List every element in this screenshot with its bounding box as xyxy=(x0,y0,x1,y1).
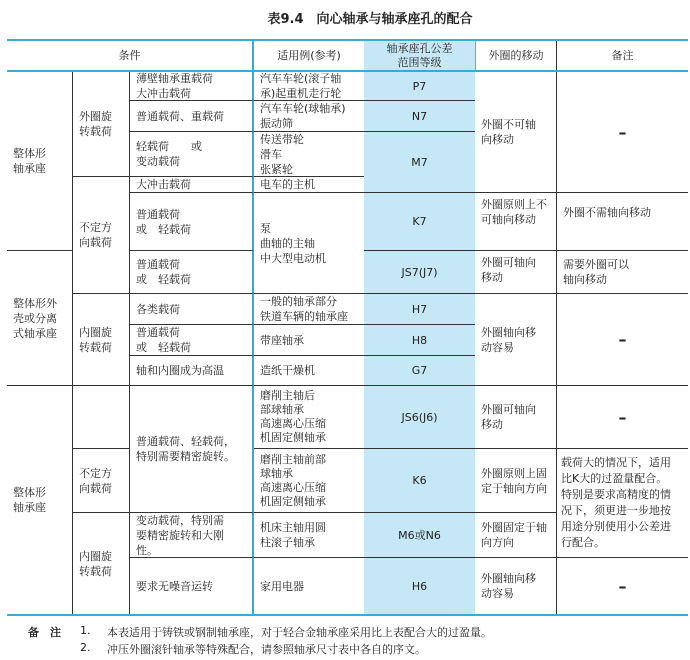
remark-cell: – xyxy=(557,294,688,386)
outer-movement-cell: 外圈可轴向 移动 xyxy=(475,386,557,449)
example-cell: 磨削主轴后 部球轴承 高速离心压缩 机固定侧轴承 xyxy=(254,386,364,449)
remark-cell: – xyxy=(557,386,688,449)
load-condition-cell: 大冲击载荷 xyxy=(130,177,254,193)
outer-movement-cell: 外圈原则上不 可轴向移动 xyxy=(475,193,557,251)
tolerance-cell: H6 xyxy=(411,579,428,593)
load-condition-cell: 轴和内圈成为高温 xyxy=(130,356,254,386)
example-cell: 汽车车轮(球轴承) 振动筛 xyxy=(254,101,364,132)
housing-type-cell: 整体形 轴承座 xyxy=(7,72,73,251)
example-cell: 带座轴承 xyxy=(254,325,364,356)
load-condition-cell: 普通载荷、轻载荷， 特别需要精密旋转。 xyxy=(130,386,254,513)
load-condition-cell: 普通载荷、重载荷 xyxy=(130,101,254,132)
tolerance-cell: P7 xyxy=(364,72,475,101)
note-text: 冲压外圈滚针轴承等特殊配合，请参照轴承尺寸表中各自的序文。 xyxy=(107,643,426,656)
example-cell: 一般的轴承部分 铁道车辆的轴承座 xyxy=(254,294,364,325)
example-cell: 电车的主机 xyxy=(254,177,364,193)
load-type-cell: 内圈旋 转载荷 xyxy=(73,294,130,386)
tolerance-cell: M7 xyxy=(364,132,475,193)
tolerance-cell: G7 xyxy=(364,356,475,386)
tolerance-cell: JS7(J7) xyxy=(364,251,475,294)
load-condition-cell: 薄壁轴承重载荷 大冲击载荷 xyxy=(130,72,254,101)
example-cell: 泵 曲轴的主轴 中大型电动机 xyxy=(254,193,364,294)
outer-movement-cell: 外圈轴向移 动容易 xyxy=(475,558,557,614)
load-type-cell: 不定方 向载荷 xyxy=(73,449,130,513)
load-type-cell-empty xyxy=(73,386,130,449)
example-cell: 家用电器 xyxy=(260,579,304,593)
note-text: 本表适用于铸铁或钢制轴承座，对于轻合金轴承座采用比上表配合大的过盈量。 xyxy=(107,626,492,639)
example-cell: 传送带轮 滑车 张紧轮 xyxy=(254,132,364,177)
example-cell: 机床主轴用圆 柱滚子轴承 xyxy=(254,513,364,558)
example-cell: 造纸干燥机 xyxy=(254,356,364,386)
load-type-cell: 内圈旋 转载荷 xyxy=(73,513,130,614)
tolerance-cell: M6或N6 xyxy=(364,513,475,558)
example-cell: 磨削主轴前部 球轴承 高速离心压缩 机固定侧轴承 xyxy=(254,449,364,513)
table-bottom-rule xyxy=(7,614,688,616)
remark-cell: 载荷大的情况下，适用 比K大的过盈量配合。 特别是要求高精度的情 况下，须更进一步地按 用途分别使用小公差进 行配合。 xyxy=(557,449,688,558)
outer-movement-cell: 外圈轴向移 动容易 xyxy=(475,294,557,386)
outer-movement-cell: 外圈原则上固 定于轴向方向 xyxy=(475,449,557,513)
header-remarks: 备注 xyxy=(611,49,634,62)
load-condition-cell: 要求无噪音运转 xyxy=(130,558,254,614)
load-condition-cell: 各类载荷 xyxy=(130,294,254,325)
note-number: 2. xyxy=(80,641,91,654)
load-type-cell: 不定方 向载荷 xyxy=(73,177,130,294)
load-condition-cell: 普通载荷 或 轻载荷 xyxy=(130,251,254,294)
note-number: 1. xyxy=(80,624,91,637)
remark-cell: 外圈不需轴向移动 xyxy=(557,193,688,251)
header-examples: 适用例(参考) xyxy=(277,49,341,62)
header-conditions: 条件 xyxy=(7,41,254,70)
outer-movement-cell: 外圈固定于轴 向方向 xyxy=(475,513,557,558)
housing-type-cell: 整体形外 壳或分离 式轴承座 xyxy=(7,251,73,386)
load-condition-cell: 变动载荷，特别需 要精密旋转和大刚 性。 xyxy=(130,513,254,558)
load-condition-cell: 轻载荷 或 变动载荷 xyxy=(130,132,254,177)
housing-type-cell: 整体形 轴承座 xyxy=(7,386,73,614)
outer-movement-cell: 外圈不可轴 向移动 xyxy=(475,72,557,193)
remark-cell: – xyxy=(557,72,688,193)
tolerance-cell: K6 xyxy=(364,449,475,513)
load-condition-cell: 普通载荷 或 轻载荷 xyxy=(130,325,254,356)
load-condition-cell: 普通载荷 或 轻载荷 xyxy=(130,193,254,251)
tolerance-cell: K7 xyxy=(364,193,475,251)
tolerance-cell: N7 xyxy=(364,101,475,132)
tolerance-cell: H7 xyxy=(364,294,475,325)
tolerance-cell: H8 xyxy=(364,325,475,356)
remark-cell: 需要外圈可以 轴向移动 xyxy=(557,251,688,294)
header-tolerance: 轴承座孔公差 范围等级 xyxy=(386,41,453,69)
tolerance-cell: JS6(J6) xyxy=(364,386,475,449)
notes-label: 备 注 xyxy=(28,626,61,639)
table-title: 表9.4 向心轴承与轴承座孔的配合 xyxy=(267,12,473,27)
remark-cell: – xyxy=(618,576,627,596)
load-type-cell: 外圈旋 转载荷 xyxy=(73,72,130,177)
outer-movement-cell: 外圈可轴向 移动 xyxy=(475,251,557,294)
header-outer-movement: 外圈的移动 xyxy=(475,41,557,70)
example-cell: 汽车车轮(滚子轴 承)起重机走行轮 xyxy=(254,72,364,101)
